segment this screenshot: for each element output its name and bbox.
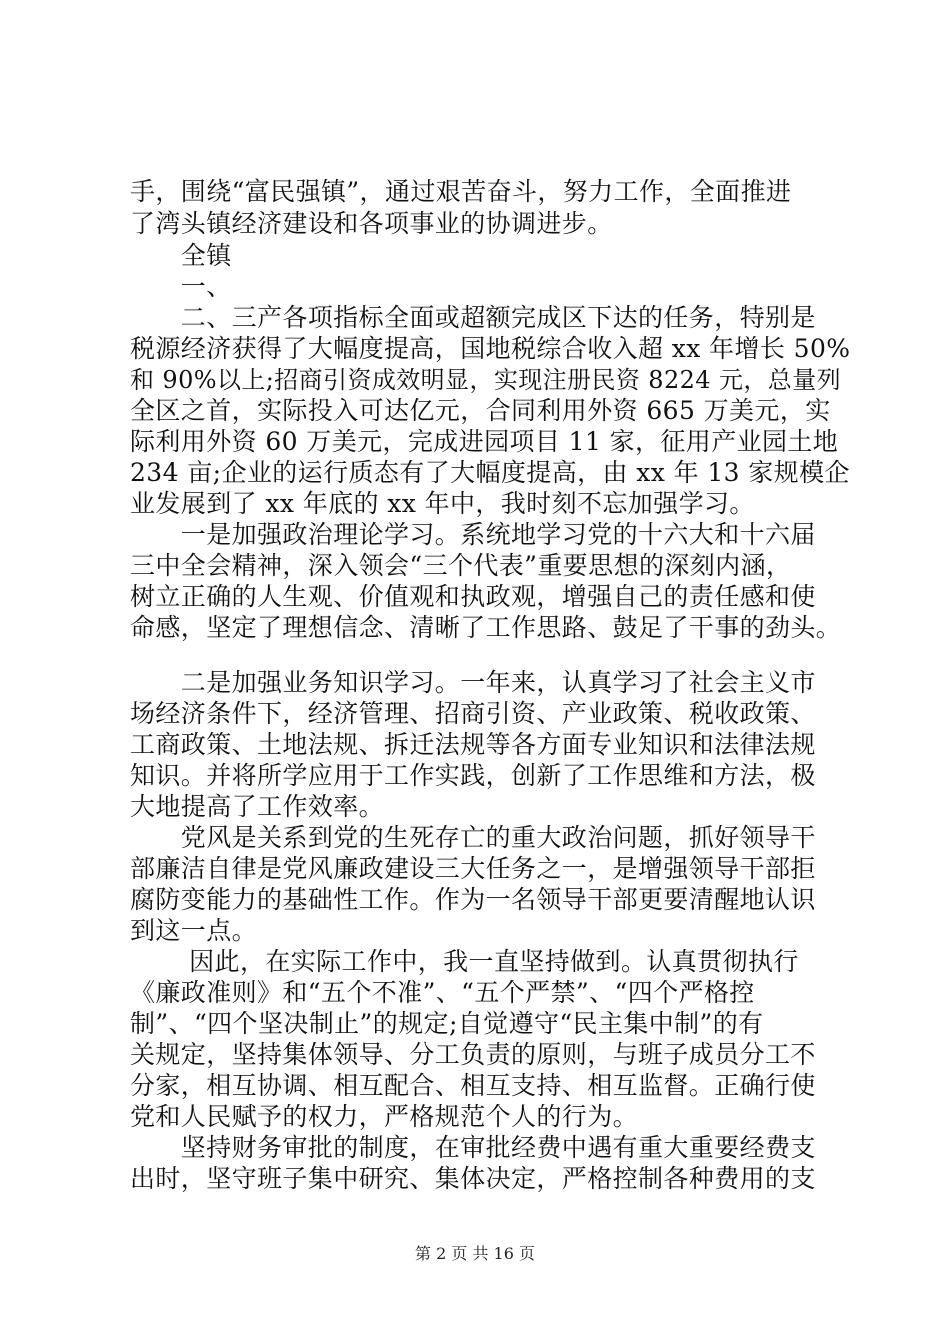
body-text-line: 和 90%以上;招商引资成效明显，实现注册民资 8224 元，总量列 xyxy=(130,366,841,394)
body-text-line: 部廉洁自律是党风廉政建设三大任务之一，是增强领导干部拒 xyxy=(130,854,816,883)
body-text-line: 二是加强业务知识学习。一年来，认真学习了社会主义市 xyxy=(130,668,816,697)
body-text-line: 工商政策、土地法规、拆迁法规等各方面专业知识和法律法规 xyxy=(130,730,816,759)
body-text-line: 大地提高了工作效率。 xyxy=(130,792,385,821)
body-text-line: 全镇 xyxy=(130,241,232,270)
body-text-line: 手，围绕“富民强镇”，通过艰苦奋斗，努力工作，全面推进 xyxy=(130,177,792,206)
body-text-line: 坚持财务审批的制度，在审批经费中遇有重大重要经费支 xyxy=(130,1133,816,1162)
body-text-line: 一是加强政治理论学习。系统地学习党的十六大和十六届 xyxy=(130,520,816,549)
body-text-line: 一、 xyxy=(130,272,232,301)
body-text-line: 到这一点。 xyxy=(130,916,258,945)
body-text-line: 三中全会精神，深入领会“三个代表”重要思想的深刻内涵， xyxy=(130,551,792,580)
body-text-line: 全区之首，实际投入可达亿元，合同利用外资 665 万美元，实 xyxy=(130,396,831,425)
body-text-line: 《廉政准则》和“五个不准”、“五个严禁”、“四个严格控 xyxy=(130,978,755,1007)
body-text-line: 关规定，坚持集体领导、分工负责的原则，与班子成员分工不 xyxy=(130,1040,816,1069)
body-text-line: 腐防变能力的基础性工作。作为一名领导干部更要清醒地认识 xyxy=(130,885,816,914)
body-text-line: 树立正确的人生观、价值观和执政观，增强自己的责任感和使 xyxy=(130,582,816,611)
body-text-line: 场经济条件下，经济管理、招商引资、产业政策、税收政策、 xyxy=(130,699,816,728)
body-text-line: 知识。并将所学应用于工作实践，创新了工作思维和方法，极 xyxy=(130,761,816,790)
body-text-line: 税源经济获得了大幅度提高，国地税综合收入超 xx 年增长 50% xyxy=(130,334,851,363)
body-text-line: 际利用外资 60 万美元，完成进园项目 11 家，征用产业园土地 xyxy=(130,427,839,456)
body-text-line: 出时，坚守班子集中研究、集体决定，严格控制各种费用的支 xyxy=(130,1164,816,1193)
page-number-footer: 第 2 页 共 16 页 xyxy=(415,1244,535,1263)
body-text-line: 业发展到了 xx 年底的 xx 年中，我时刻不忘加强学习。 xyxy=(130,489,755,518)
body-text-line: 了湾头镇经济建设和各项事业的协调进步。 xyxy=(130,209,613,238)
body-text-line: 党风是关系到党的生死存亡的重大政治问题，抓好领导干 xyxy=(130,823,816,852)
body-text-line: 234 亩;企业的运行质态有了大幅度提高，由 xx 年 13 家规模企 xyxy=(130,458,850,487)
body-text-line: 分家，相互协调、相互配合、相互支持、相互监督。正确行使 xyxy=(130,1071,816,1100)
body-text-line: 党和人民赋予的权力，严格规范个人的行为。 xyxy=(130,1102,639,1131)
body-text-line: 二、三产各项指标全面或超额完成区下达的任务，特别是 xyxy=(130,303,816,332)
body-text-line: 命感，坚定了理想信念、清晰了工作思路、鼓足了干事的劲头。 xyxy=(130,613,842,642)
body-text-line: 因此，在实际工作中，我一直坚持做到。认真贯彻执行 xyxy=(130,947,799,976)
body-text-line: 制”、“四个坚决制止”的规定;自觉遵守“民主集中制”的有 xyxy=(130,1009,764,1038)
